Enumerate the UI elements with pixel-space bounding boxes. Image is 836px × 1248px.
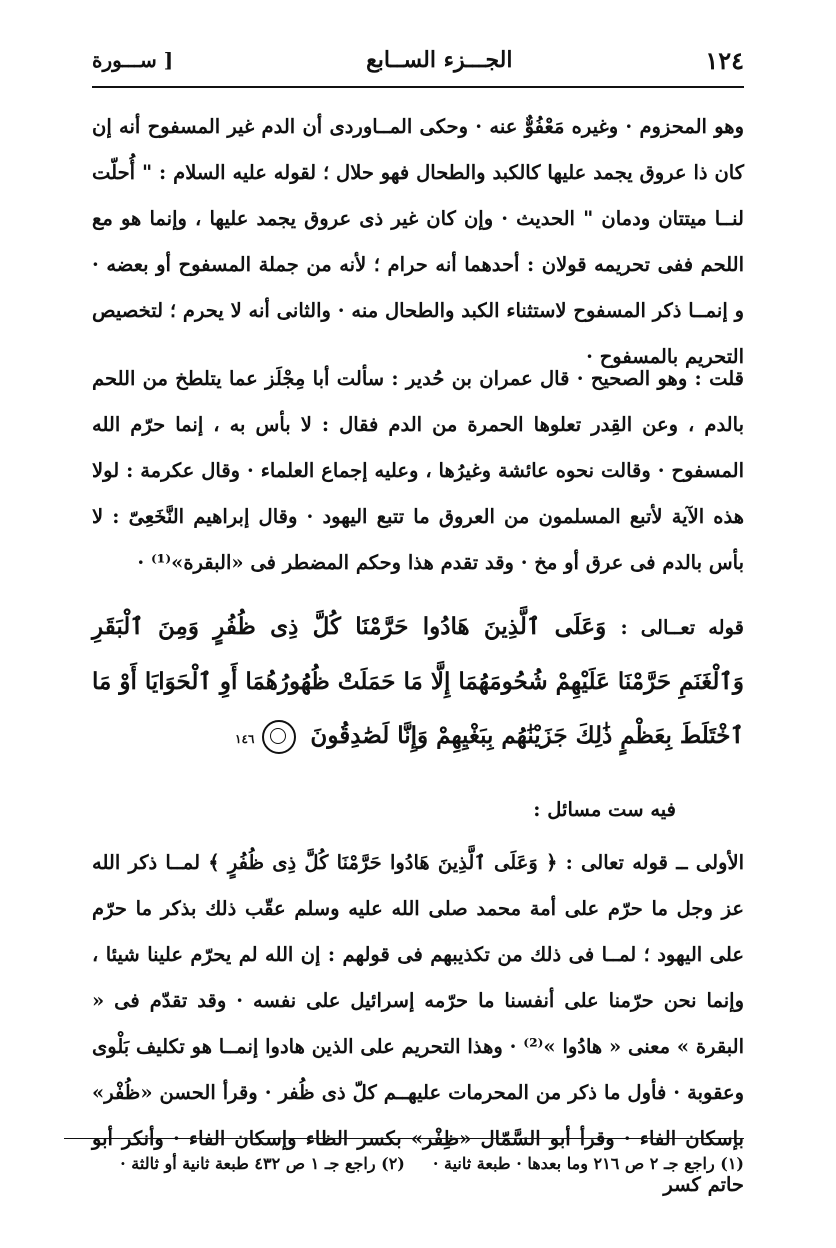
footnote-rule (64, 1138, 744, 1139)
paragraph-3-text: الأولى ــ قوله تعالى : ﴿ وَعَلَى ٱلَّذِينَ هَادُوا حَرَّمْنَا كُلَّ ذِى ظُفُرٍ ﴾ لمــا ذكر الله عز وجل ما حرّم على أمة محمد صلى الله عليه وسلم عقّب ذلك بذكر ما حرّم على اليهود ؛ لمــا فى ذلك من تكذيبهم فى قولهم : إن الله لم يحرّم علينا شيئا ، وإنما نحن حرّمنا على أنفسنا ما حرّمه إسرائيل على نفسه · وقد تقدّم فى « البقرة » معنى « هادُوا »⁽²⁾ · وهذا التحريم على الذين هادوا إنمــا هو تكليف بَلْوى وعقوبة · فأول ما ذكر من المحرمات عليهــم كلّ ذى ظُفر · وقرأ الحسن «ظُفْر» بإسكان الفاء · وقرأ أبو السَّمّال «ظِفْر» بكسر الظاء وإسكان الفاء · وأنكر أبو حاتم كسر (92, 851, 744, 1196)
verse-number: ١٤٦ (235, 732, 255, 746)
quran-verse (92, 600, 744, 766)
paragraph-1-text: وهو المحزوم · وغيره مَعْفُوٌّ عنه · وحكى المــاوردى أن الدم غير المسفوح أنه إن كان ذا عروق يجمد عليها كالكبد والطحال فهو حلال ؛ لقوله عليه السلام : " أُحلّت لنــا ميتتان ودمان " الحديث · وإن كان غير ذى عروق يجمد عليها ، وإنما هو مع اللحم ففى تحريمه قولان : أحدهما أنه حرام ؛ لأنه من جملة المسفوح أو بعضه · و إنمــا ذكر المسفوح لاستثناء الكبد والطحال منه · والثانى أنه لا يحرم ؛ لتخصيص التحريم بالمسفوح · (92, 115, 744, 368)
section-heading: فيه ست مسائل : (533, 798, 676, 821)
footnote-2: (٢) راجع جـ ١ ص ٤٣٢ طبعة ثانية أو ثالثة · (120, 1154, 405, 1173)
surah-label: [ ســـورة (92, 48, 174, 72)
paragraph-2 (92, 356, 744, 586)
footnotes (92, 1150, 744, 1178)
paragraph-1 (92, 104, 744, 380)
footnote-1: (١) راجع جـ ٢ ص ٢١٦ وما بعدها · طبعة ثانية · (432, 1154, 744, 1173)
paragraph-2-text: قلت : وهو الصحيح · قال عمران بن حُدير : سألت أبا مِجْلَز عما يتلطخ من اللحم بالدم ، وعن القِدر تعلوها الحمرة من الدم فقال : لا بأس به ، إنما حرّم الله المسفوح · وقالت نحوه عائشة وغيرُها ، وعليه إجماع العلماء · وقال عكرمة : لولا هذه الآية لأتبع المسلمون من العروق ما تتبع اليهود · وقال إبراهيم النَّخَعِىّ : لا بأس بالدم فى عرق أو مخ · وقد تقدم هذا وحكم المضطر فى «البقرة»⁽¹⁾ · (92, 367, 744, 574)
running-title: الجـــزء الســابع (366, 47, 513, 73)
verse-intro: قوله تعــالى : (620, 616, 745, 639)
page-number: ١٢٤ (705, 45, 744, 75)
page-header (92, 38, 744, 82)
verse-end-marker-icon (262, 720, 296, 754)
verse-text: وَعَلَى ٱلَّذِينَ هَادُوا حَرَّمْنَا كُلَّ ذِى ظُفُرٍ وَمِنَ ٱلْبَقَرِ وَٱلْغَنَمِ حَرَّمْنَا عَلَيْهِمْ شُحُومَهُمَا إِلَّا مَا حَمَلَتْ ظُهُورُهُمَا أَوِ ٱلْحَوَايَا أَوْ مَا ٱخْتَلَطَ بِعَظْمٍ ذَٰلِكَ جَزَيْنَٰهُم بِبَغْيِهِمْ وَإِنَّا لَصَٰدِقُونَ (92, 613, 744, 749)
header-rule (92, 86, 744, 88)
